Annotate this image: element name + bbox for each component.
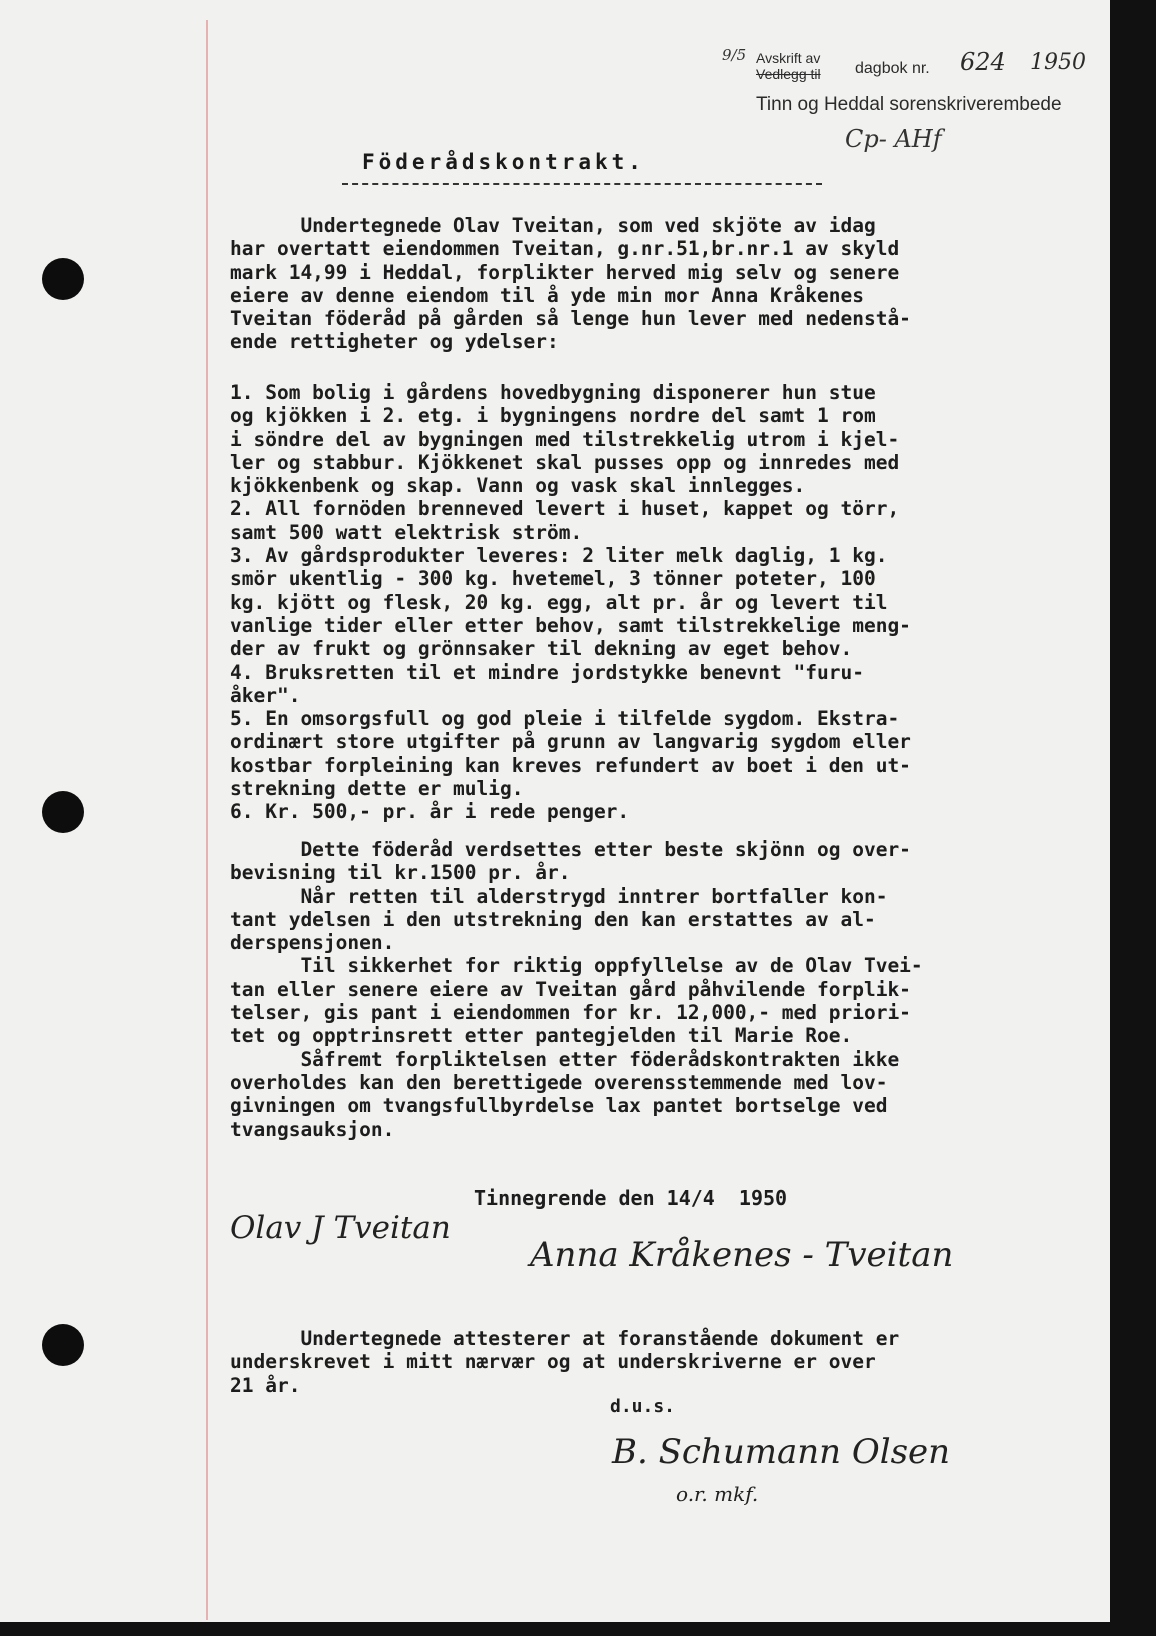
stamp-vedlegg-label: Vedlegg til: [756, 66, 821, 82]
terms-paragraph: Dette föderåd verdsettes etter beste skjönn og over- bevisning til kr.1500 pr. år. Når retten til alderstrygd inntrer bortfaller kon- tant ydelsen i den utstrekning den kan erstattes av al- derspensjonen. Til sikkerhet for riktig oppfyllelse av de Olav Tvei- tan eller senere eiere av Tveitan gård påhvilende forplik- telser, gis pant i eiendommen for kr. 12,000,- med priori- tet og opptrinsrett etter pantegjelden til Marie Roe. Såfremt forpliktelsen etter föderådskontrakten ikke overholdes kan den berettigede overensstemmende med lov- givningen om tvangsfullbyrdelse lax pantet bortselge ved tvangsauksjon.: [230, 838, 923, 1141]
notary-title: o.r. mkf.: [676, 1482, 759, 1506]
signature-olav: Olav J Tveitan: [230, 1210, 451, 1246]
stamp-dagbok-label: dagbok nr.: [855, 60, 930, 77]
margin-line: [206, 20, 208, 1620]
signature-anna: Anna Kråkenes - Tveitan: [530, 1235, 954, 1275]
punch-hole: [42, 258, 84, 300]
dus-note: d.u.s.: [610, 1396, 676, 1417]
punch-hole: [42, 791, 84, 833]
document-title: Föderådskontrakt.: [362, 150, 645, 174]
title-underline: [342, 183, 822, 185]
stamp-year: 1950: [1030, 50, 1086, 75]
stamp-fraction: 9/5: [722, 46, 747, 64]
stamp-dagbok-number: 624: [960, 48, 1006, 76]
stamp-office: Tinn og Heddal sorenskriverembede: [756, 94, 1062, 115]
signature-notary: B. Schumann Olsen: [612, 1432, 951, 1472]
place-date-line: Tinnegrende den 14/4 1950: [474, 1186, 788, 1210]
intro-paragraph: Undertegnede Olav Tveitan, som ved skjöte av idag har overtatt eiendommen Tveitan, g.nr.51,br.nr.1 av skyld mark 14,99 i Heddal, forplikter herved mig selv og senere eiere av denne eiendom til å yde min mor Anna Kråkenes Tveitan föderåd på gården så lenge hun lever med nedenstå- ende rettigheter og ydelser:: [230, 214, 911, 354]
punch-hole: [42, 1324, 84, 1366]
rights-list: 1. Som bolig i gårdens hovedbygning disponerer hun stue og kjökken i 2. etg. i bygningens nordre del samt 1 rom i söndre del av bygningen med tilstrekkelig utrom i kjel- ler og stabbur. Kjökkenet skal pusses opp og innredes med kjökkenbenk og skap. Vann og vask skal innlegges. 2. All fornöden brenneved levert i huset, kappet og törr, samt 500 watt elektrisk ström. 3. Av gårdsprodukter leveres: 2 liter melk daglig, 1 kg. smör ukentlig - 300 kg. hvetemel, 3 tönner poteter, 100 kg. kjött og flesk, 20 kg. egg, alt pr. år og levert til vanlige tider eller etter behov, samt tilstrekkelige meng- der av frukt og grönnsaker til dekning av eget behov. 4. Bruksretten til et mindre jordstykke benevnt "furu- åker". 5. En omsorgsfull og god pleie i tilfelde sygdom. Ekstra- ordinært store utgifter på grunn av langvarig sygdom eller kostbar forpleining kan kreves refundert av boet i den ut- strekning dette er mulig. 6. Kr. 500,- pr. år i rede penger.: [230, 381, 911, 824]
attestation-paragraph: Undertegnede attesterer at foranstående dokument er underskrevet i mitt nærvær og at underskriverne er over 21 år.: [230, 1327, 900, 1397]
stamp-avskrift-label: Avskrift av: [756, 50, 821, 66]
stamp-initials: Cp- AHf: [845, 125, 942, 153]
